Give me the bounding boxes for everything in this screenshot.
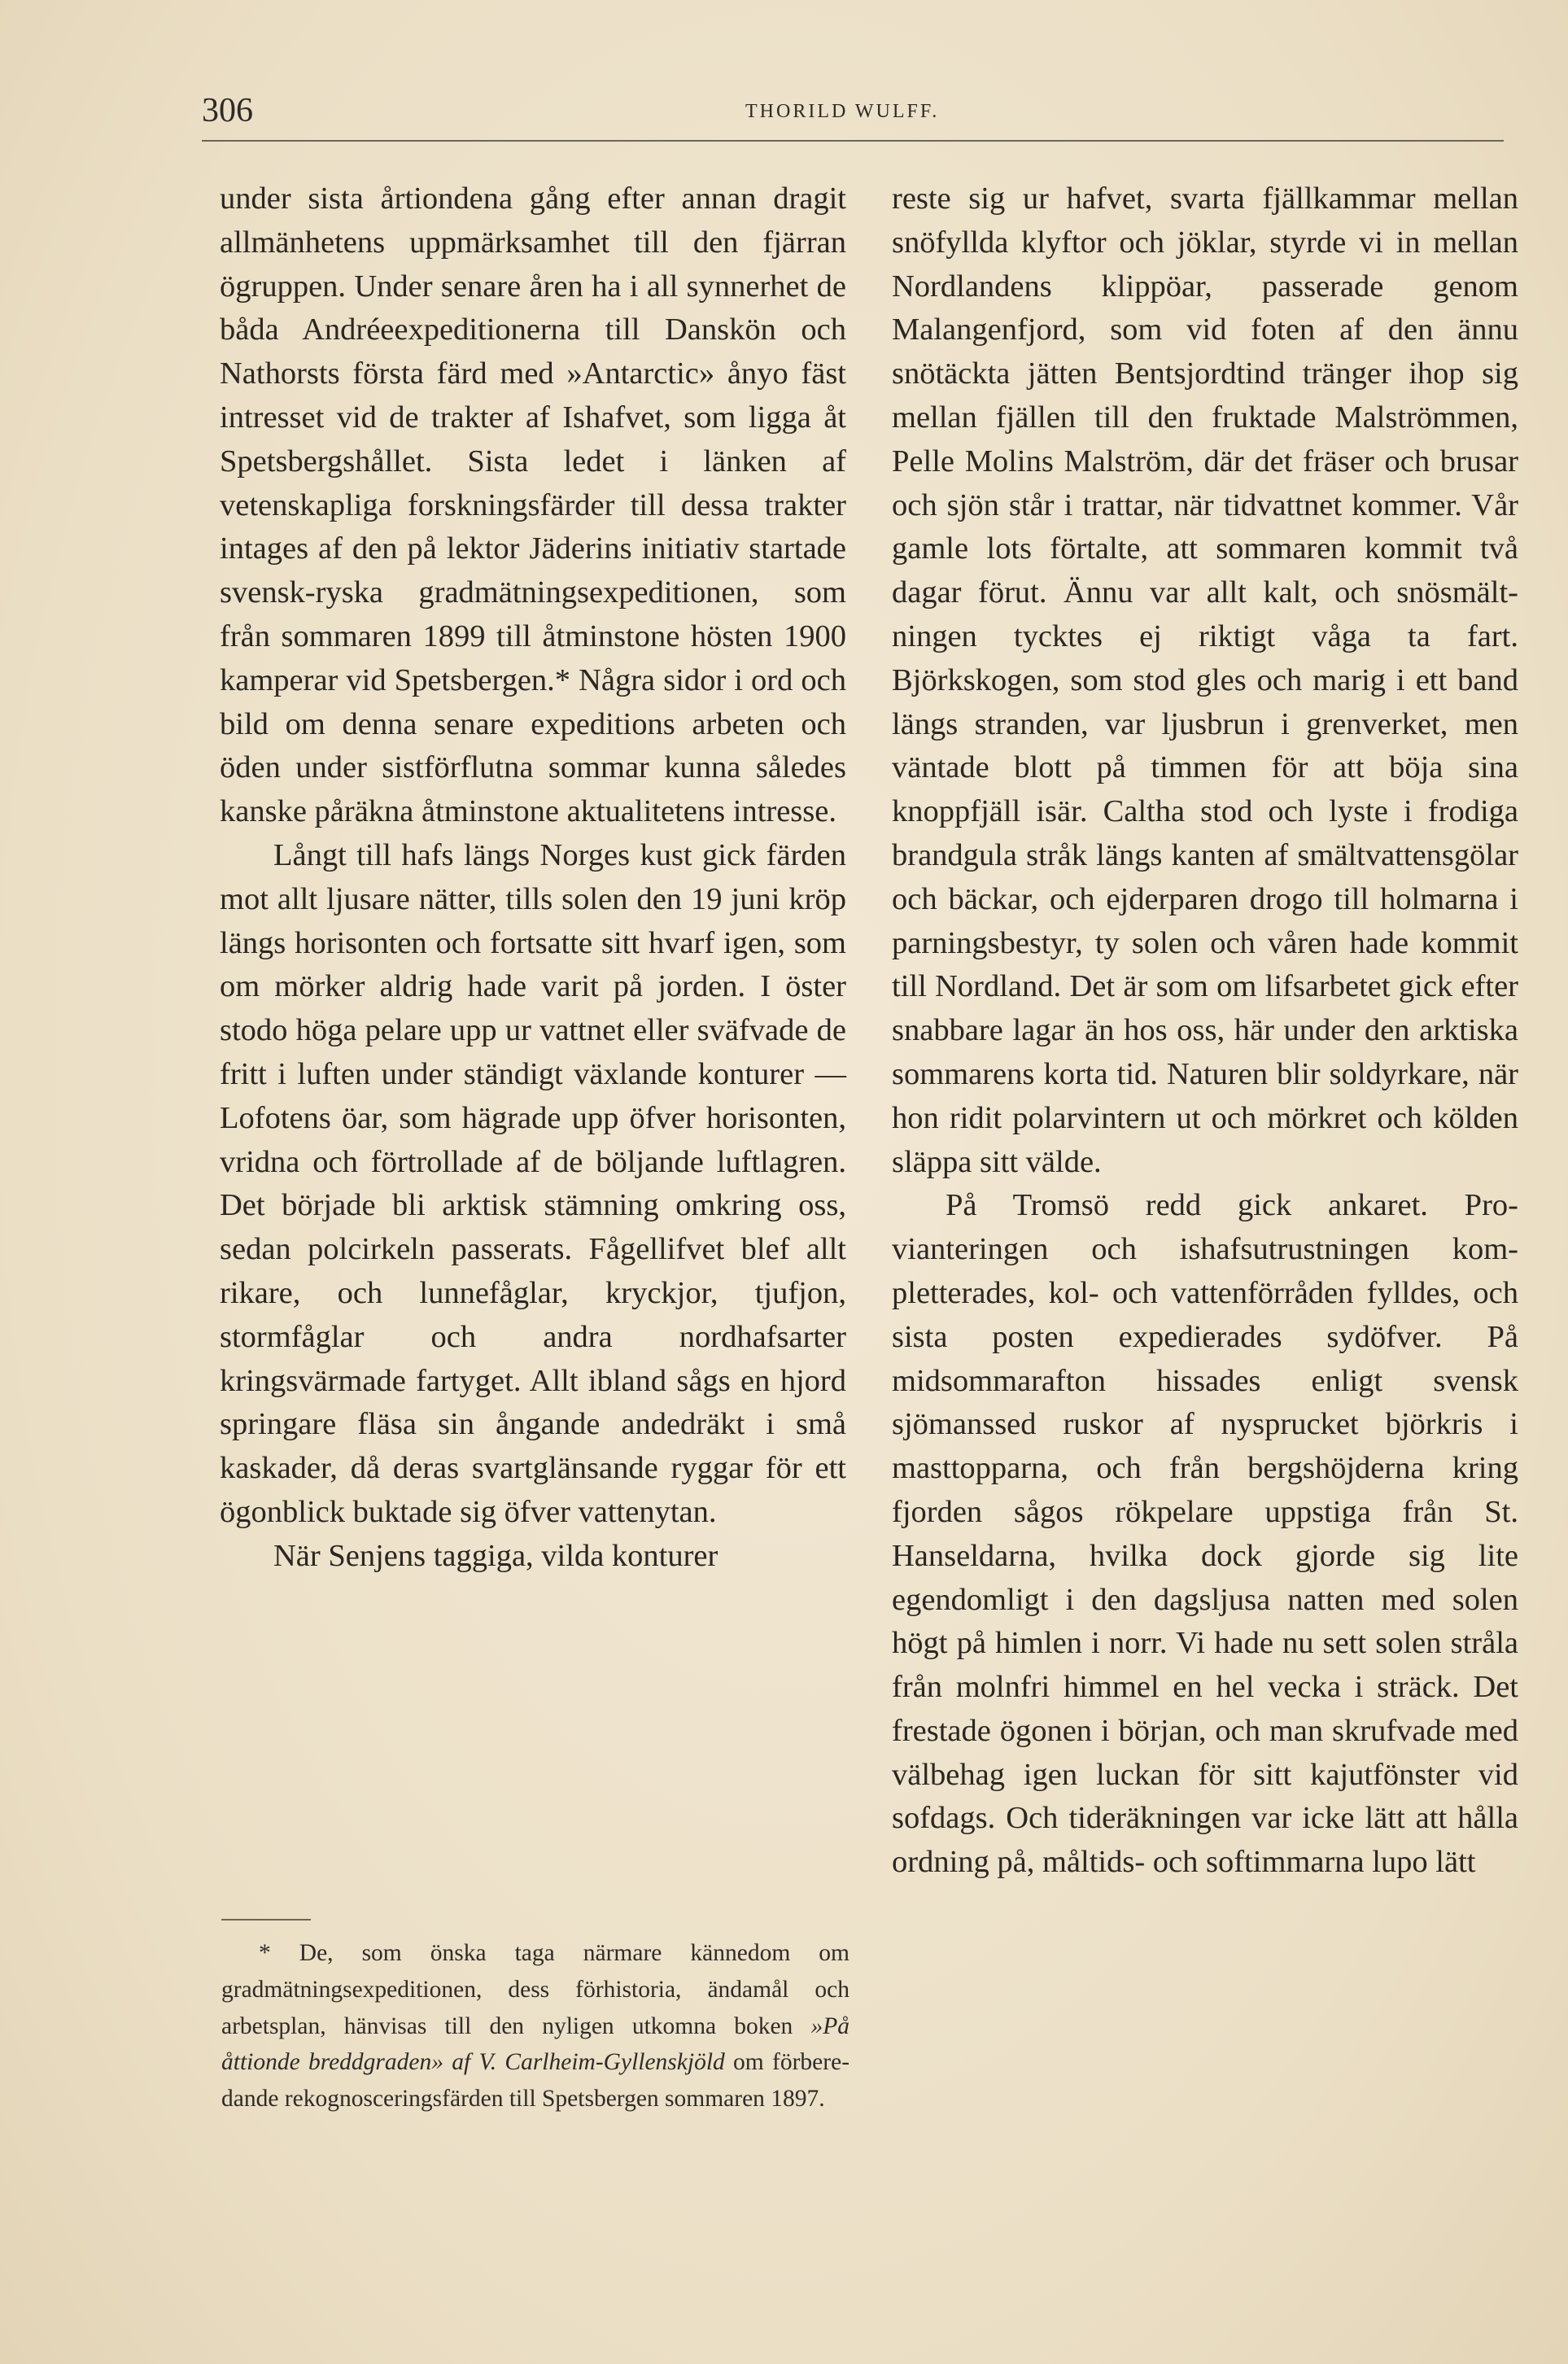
footnote-after: om förberedande rekognosceringsfärden till Spetsbergen sommaren 1897.: [221, 2049, 850, 2113]
left-column: [220, 177, 846, 1579]
footnote-text: [221, 1935, 850, 2117]
paragraph: På Tromsö redd gick ankaret. Provianteringen och ishafsutrustningen kompletterades, kol- och vattenförråden fylldes, och sista posten expedierades sydöfver. På midsommarafton hissades enligt svensk sjömanssed ruskor af nysprucket björkris i masttopparna, och från bergshöjderna kring fjorden sågos rökpelare uppstiga från St. Hanseldarna, hvilka dock gjorde sig lite egendomligt i den dagsljusa natten med solen högt på himlen i norr. Vi hade nu sett solen stråla från molnfri himmel en hel vecka i sträck. Det frestade ögonen i början, och man skrufvade med välbehag igen luckan för sitt kajutfönster vid sofdags. Och tideräkningen var icke lätt att hålla ordning på, måltids- och softimmarna lupo lätt: [892, 1188, 1518, 1880]
page-number: 306: [202, 92, 253, 129]
footnote-space: [470, 2049, 478, 2075]
right-column: [892, 177, 1518, 1885]
paragraph: När Senjens taggiga, vilda konturer: [273, 1538, 718, 1573]
paragraph: Långt till hafs längs Norges kust gick färden mot allt ljusare nätter, tills solen den 19 juni kröp längs horisonten och fortsatte sitt hvarf igen, som om mörker aldrig hade varit på jorden. I öster stodo höga pelare upp ur vattnet eller sväfvade de fritt i luften under ständigt växlande konturer — Lofotens öar, som hägrade upp öfver horisonten, vridna och förtrollade af de böljande luftlagren. Det började bli arktisk stämning omkring oss, sedan polcirkeln passerats. Fågellifvet blef allt rikare, och lunnefåglar, kryckjor, tjufjon, stormfåglar och andra nordhafsarter kringsvärmade fartyget. Allt ibland sågs en hjord springare fläsa sin ångande andedräkt i små kaskader, då deras svartglänsande ryggar för ett ögonblick buktade sig öfver vattenytan.: [220, 837, 846, 1529]
footnote-author: V. Carlheim-Gyllenskjöld: [478, 2049, 725, 2076]
footnote-space: [443, 2049, 452, 2075]
paragraph: under sista årtiondena gång efter annan dragit allmänhetens uppmärksamhet till den fjärran ögruppen. Under senare åren ha i all synnerhet de båda Andréeexpeditionerna till Danskön och Nathorsts första färd med »Antarctic» ånyo fäst intresset vid de trakter af Ishafvet, som ligga åt Spetsbergshållet. Sista ledet i länken af vetenskapliga forskningsfärder till dessa trakter intages af den på lektor Jäderins initiativ startade svensk-ryska gradmätningsexpeditionen, som från sommaren 1899 till åtminstone hösten 1900 kamperar vid Spetsbergen.* Några sidor i ord och bild om denna senare expeditions arbeten och öden under sistförflutna sommar kunna således kanske påräkna åtminstone aktualitetens intresse.: [220, 181, 846, 829]
running-title: THORILD WULFF.: [745, 101, 940, 122]
footnote-rule: [221, 1919, 311, 1920]
footnote: [221, 1935, 850, 2117]
footnote-before: * De, som önska taga närmare kännedom om gradmätningsexpeditionen, dess förhistoria, ändamål och arbetsplan, hänvisas till den nyligen utkomna boken: [221, 1940, 850, 2039]
footnote-book-title: »På åttionde breddgraden»: [221, 2012, 850, 2076]
footnote-af: af: [452, 2049, 471, 2076]
page-header: [202, 91, 1504, 140]
paragraph: reste sig ur hafvet, svarta fjällkammar mellan snöfyllda klyftor och jöklar, styrde vi in mellan Nordlandens klippöar, passerade genom Malangenfjord, som vid foten af den ännu snötäckta jätten Bentsjordtind tränger ihop sig mellan fjällen till den fruktade Malströmmen, Pelle Molins Malström, där det fräser och brusar och sjön står i trattar, när tidvattnet kommer. Vår gamle lots förtalte, att sommaren kommit två dagar förut. Ännu var allt kalt, och snösmältningen tycktes ej riktigt våga ta fart. Björkskogen, som stod gles och marig i ett band längs stranden, var ljusbrun i grenverket, men väntade blott på timmen för att böja sina knoppfjäll isär. Caltha stod och lyste i frodiga brandgula stråk längs kanten af smältvattensgölar och bäckar, och ejderparen drogo till holmarna i parningsbestyr, ty solen och våren hade kommit till Nordland. Det är som om lifsarbetet gick efter snabbare lagar än hos oss, här under den arktiska sommarens korta tid. Naturen blir soldyrkare, när hon ridit polarvintern ut och mörkret och kölden släppa sitt välde.: [892, 181, 1518, 1179]
header-rule: [202, 140, 1504, 142]
